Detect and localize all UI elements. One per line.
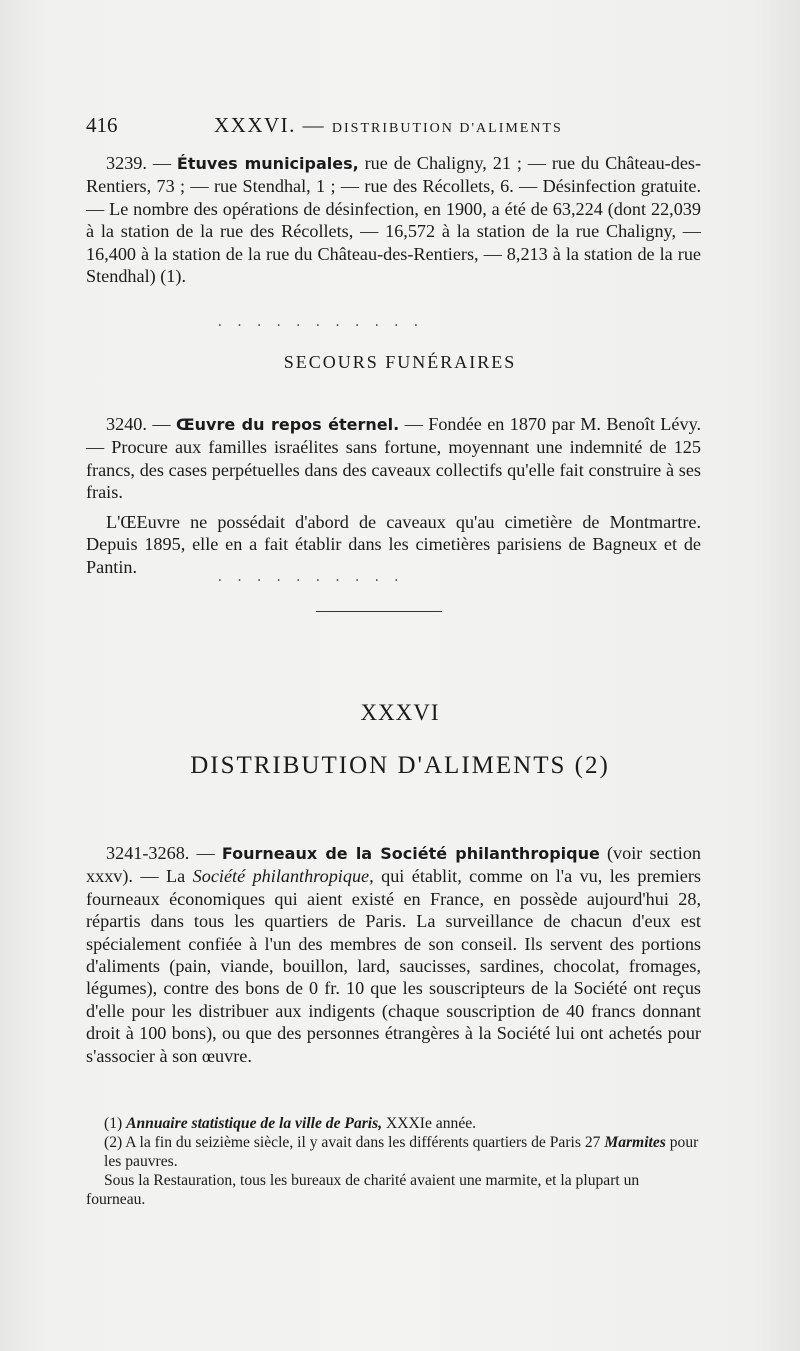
- entry-text-b: qui établit, comme on l'a vu, les premiers fourneaux économiques qui aient existé en France, en possède aujourd'hui 28, répartis dans tous les quartiers de Paris. La surveillance de chacun d'eux est spécialement confiée à l'un des membres de son conseil. Ils servent des portions d'aliments (pain, viande, bouillon, lard, saucisses, sardines, chocolat, fromages, légumes), contre des bons de 0 fr. 10 que les souscripteurs de la Société ont reçus d'elle pour les distribuer aux indigents (chaque souscription de 40 francs donnant droit à 100 bons), ou que des personnes étrangères à la Société lui ont achetés pour s'associer à son œuvre.: [86, 866, 702, 1066]
- dotted-leader: . . . . . . . . . . .: [216, 315, 422, 330]
- entry-name: Étuves municipales,: [176, 154, 359, 173]
- chapter-title: [0, 752, 800, 780]
- entry-name: Fourneaux de la Société philanthropique: [221, 844, 600, 863]
- footnote-source: Annuaire statistique de la ville de Paris,: [126, 1115, 383, 1132]
- entry-text-a: (voir section xxxv). — La: [86, 843, 702, 887]
- entry-3239: [86, 152, 701, 287]
- footnote-number: (1): [104, 1115, 123, 1132]
- footnote-2-continued: Sous la Restauration, tous les bureaux de charité avaient une marmite, et la plupart un fourneau.: [86, 1172, 640, 1208]
- running-header: [86, 113, 686, 143]
- entry-text: rue de Chaligny, 21 ; — rue du Château-des-Rentiers, 73 ; — rue Stendhal, 1 ; — rue des Récollets, 6. — Désinfection gratuite. — Le nombre des opérations de désinfection, en 1900, a été de 63,224 (dont 22,039 à la station de la rue des Récollets, — 16,572 à la station de la rue Chaligny, — 16,400 à la station de la rue du Château-des-Rentiers, — 8,213 à la station de la rue Stendhal) (1).: [86, 153, 702, 287]
- entry-3241: [86, 842, 701, 1067]
- chapter-title-text: DISTRIBUTION D'ALIMENTS: [190, 752, 567, 779]
- entry-text: — Fondée en 1870 par M. Benoît Lévy. — Procure aux familles israélites sans fortune, moyennant une indemnité de 125 francs, des cases perpétuelles dans des caveaux collectifs qu'elle fait construire à ses frais.: [86, 414, 702, 503]
- footnote-text: A la fin du seizième siècle, il y avait dans les différents quartiers de Paris 27: [125, 1134, 601, 1151]
- running-title: [214, 113, 563, 138]
- chapter-numeral: XXXVI: [360, 700, 440, 725]
- entry-name: Œuvre du repos éternel.: [175, 415, 400, 434]
- footnote-text-end: pour les pauvres.: [104, 1134, 699, 1170]
- footnotes: [86, 1114, 702, 1209]
- footnote-1: [104, 1114, 702, 1133]
- footnote-emphasis: Marmites: [604, 1134, 666, 1151]
- entry-3240: [86, 413, 701, 504]
- section-title: SECOURS FUNÉRAIRES: [283, 352, 517, 372]
- footnote-number: (2): [104, 1134, 123, 1151]
- entry-number: 3239. —: [106, 153, 172, 173]
- chapter-numeral: XXXVI.: [214, 113, 296, 137]
- entry-3240-paragraph: L'ŒEuvre ne possédait d'abord de caveaux qu'au cimetière de Montmartre. Depuis 1895, elle en a fait établir dans les cimetières parisiens de Bagneux et de Pantin.: [86, 512, 701, 577]
- footnote-text: XXXIe année.: [386, 1115, 477, 1132]
- entry-number: 3240. —: [106, 414, 171, 434]
- header-title: DISTRIBUTION D'ALIMENTS: [331, 121, 563, 136]
- page-number: 416: [86, 113, 118, 137]
- dotted-leader: . . . . . . . . . .: [216, 570, 403, 585]
- footnote-reference: (2): [574, 752, 610, 779]
- footnote-2: [104, 1133, 702, 1171]
- society-name: Société philanthropique,: [192, 866, 374, 887]
- section-rule: [316, 611, 442, 612]
- entry-number: 3241-3268. —: [106, 843, 215, 863]
- header-dash: —: [302, 113, 326, 137]
